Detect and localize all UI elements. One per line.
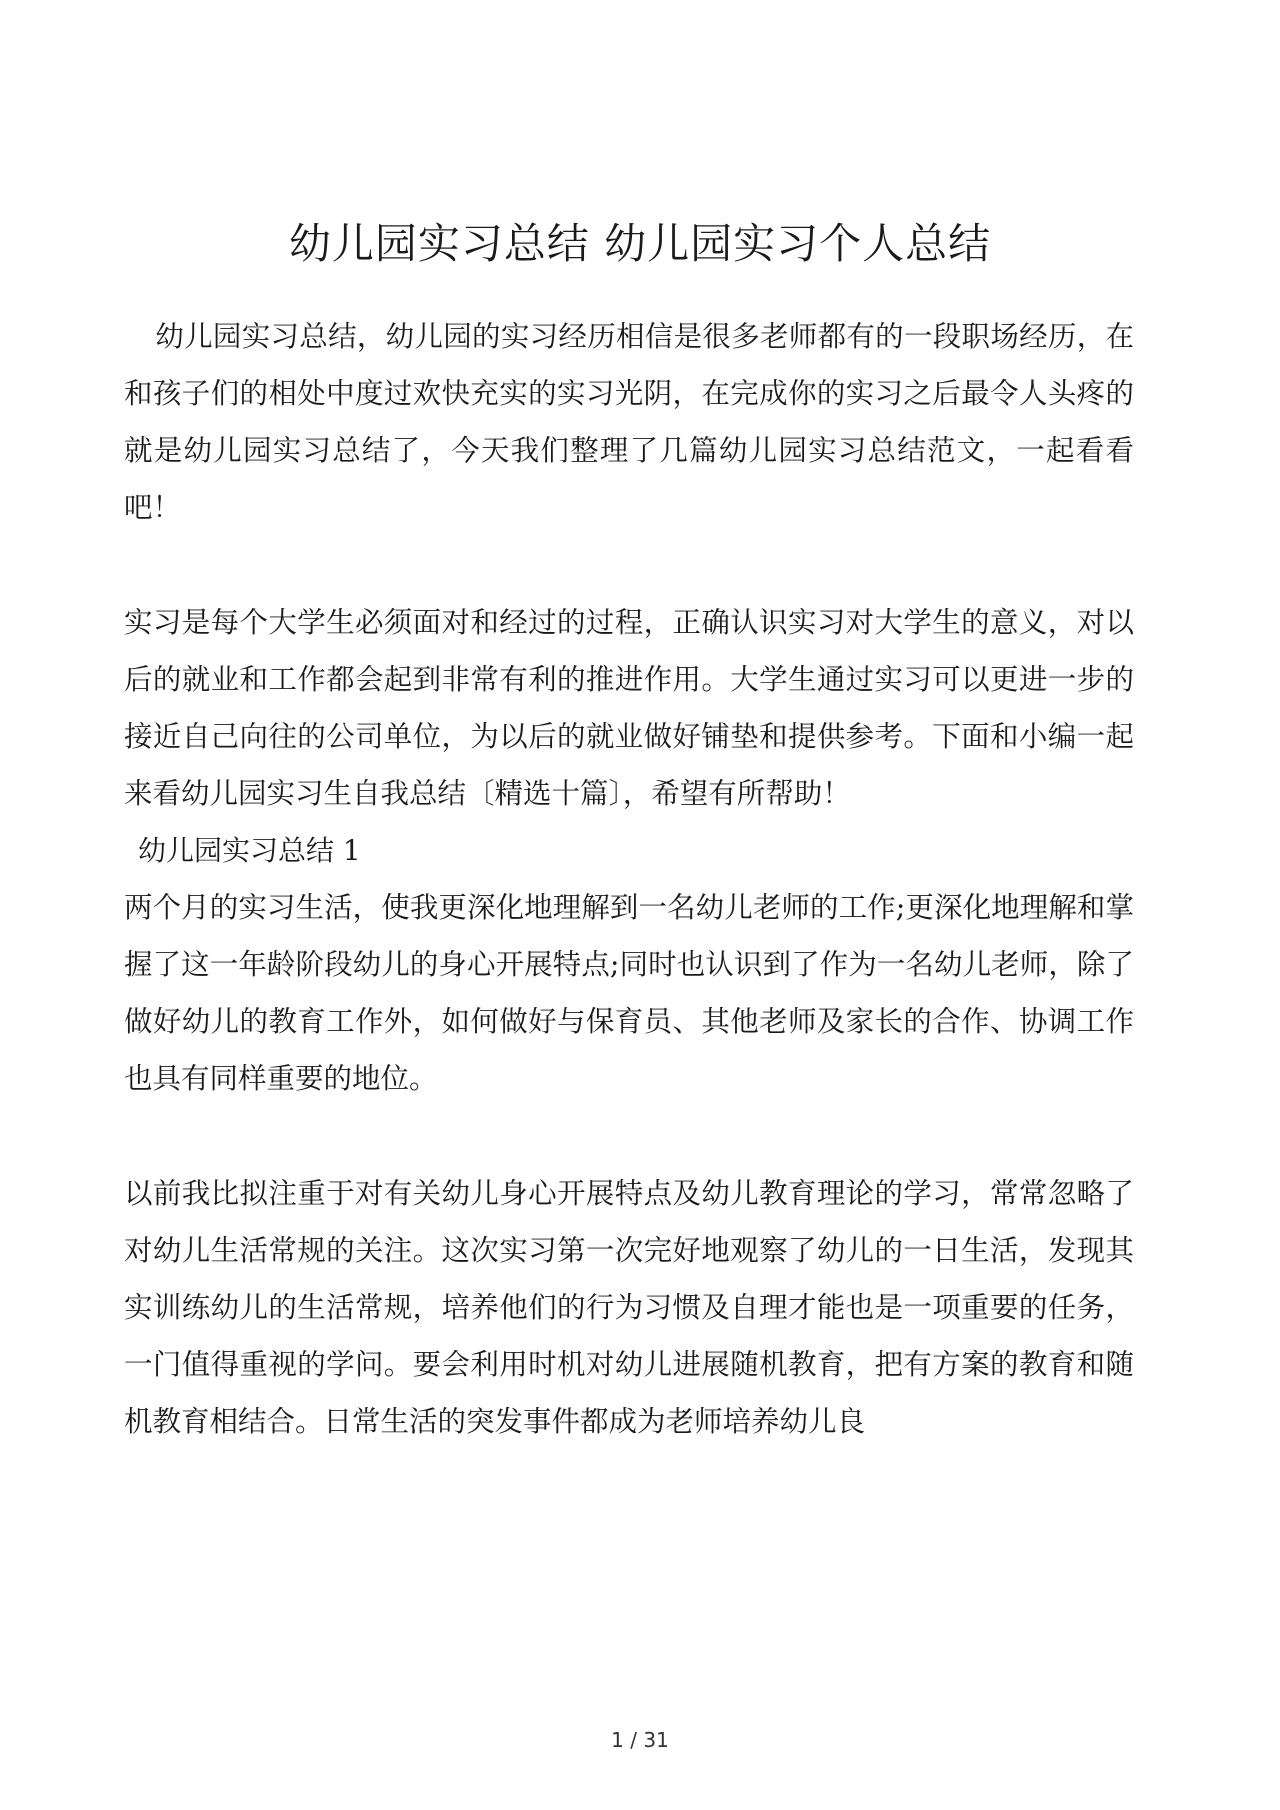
paragraph-gap (124, 536, 1134, 594)
section-heading: 幼儿园实习总结 1 (138, 834, 361, 867)
body-paragraph: 实习是每个大学生必须面对和经过的过程，正确认识实习对大学生的意义，对以后的就业和工作都会起到非常有利的推进作用。大学生通过实习可以更进一步的接近自己向往的公司单位，为以后的就业做好铺垫和提供参考。下面和小编一起来看幼儿园实习生自我总结〔精选十篇〕，希望有所帮助！ (124, 606, 1134, 810)
document-title: 幼儿园实习总结 幼儿园实习个人总结 (288, 219, 992, 268)
paragraph-gap (124, 1107, 1134, 1165)
body-paragraph: 两个月的实习生活，使我更深化地理解到一名幼儿老师的工作;更深化地理解和掌握了这一年龄阶段幼儿的身心开展特点;同时也认识到了作为一名幼儿老师，除了做好幼儿的教育工作外，如何做好与保育员、其他老师及家长的合作、协调工作也具有同样重要的地位。 (124, 891, 1134, 1095)
intro-paragraph: 幼儿园实习总结，幼儿园的实习经历相信是很多老师都有的一段职场经历，在和孩子们的相处中度过欢快充实的实习光阴，在完成你的实习之后最令人头疼的就是幼儿园实习总结了，今天我们整理了几篇幼儿园实习总结范文，一起看看吧！ (124, 320, 1134, 524)
document-body (124, 308, 1134, 1450)
page-number: 1 / 31 (611, 1728, 669, 1752)
body-paragraph: 以前我比拟注重于对有关幼儿身心开展特点及幼儿教育理论的学习，常常忽略了对幼儿生活常规的关注。这次实习第一次完好地观察了幼儿的一日生活，发现其实训练幼儿的生活常规，培养他们的行为习惯及自理才能也是一项重要的任务，一门值得重视的学问。要会利用时机对幼儿进展随机教育，把有方案的教育和随机教育相结合。日常生活的突发事件都成为老师培养幼儿良 (124, 1177, 1134, 1438)
